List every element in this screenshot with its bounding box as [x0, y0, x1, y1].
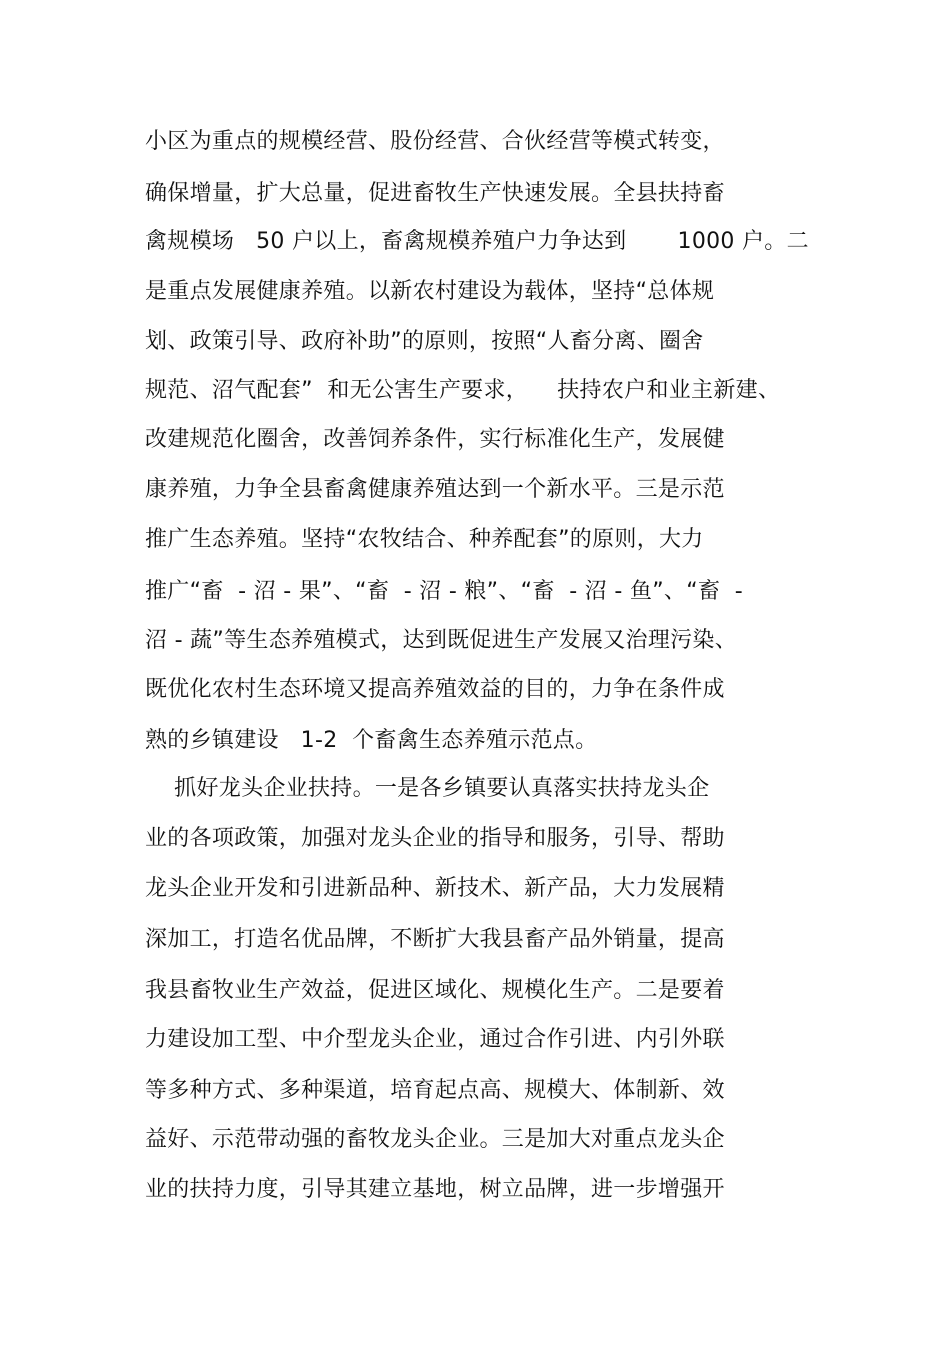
text-line: 业的扶持力度，引导其建立基地，树立品牌，进一步增强开	[145, 1177, 725, 1202]
text-line: 业的各项政策，加强对龙头企业的指导和服务，引导、帮助	[145, 826, 725, 851]
text-line: 既优化农村生态环境又提高养殖效益的目的，力争在条件成	[145, 677, 725, 702]
text-line: 推广“畜 - 沼 - 果”、“畜 - 沼 - 粮”、“畜 - 沼 - 鱼”、“畜 -	[145, 579, 744, 604]
text-line: 是重点发展健康养殖。以新农村建设为载体，坚持“总体规	[145, 279, 715, 304]
text-line: 划、政策引导、政府补助”的原则，按照“人畜分离、圈舍	[145, 329, 704, 354]
text-line: 康养殖，力争全县畜禽健康养殖达到一个新水平。三是示范	[145, 477, 725, 502]
text-line: 沼 - 蔬”等生态养殖模式，达到既促进生产发展又治理污染、	[145, 628, 738, 653]
text-line: 确保增量，扩大总量，促进畜牧生产快速发展。全县扶持畜	[145, 181, 725, 206]
text-line: 龙头企业开发和引进新品种、新技术、新产品，大力发展精	[145, 876, 725, 901]
text-line: 等多种方式、多种渠道，培育起点高、规模大、体制新、效	[145, 1078, 725, 1103]
text-line: 推广生态养殖。坚持“农牧结合、种养配套”的原则，大力	[145, 527, 704, 552]
text-line: 深加工，打造名优品牌，不断扩大我县畜产品外销量，提高	[145, 927, 725, 952]
text-line: 益好、示范带动强的畜牧龙头企业。三是加大对重点龙头企	[145, 1127, 725, 1152]
text-line: 禽规模场 50 户以上，畜禽规模养殖户力争达到 1000 户。二	[145, 229, 809, 254]
text-line: 小区为重点的规模经营、股份经营、合伙经营等模式转变，	[145, 129, 725, 154]
text-line: 改建规范化圈舍，改善饲养条件，实行标准化生产，发展健	[145, 427, 725, 452]
text-line: 力建设加工型、中介型龙头企业，通过合作引进、内引外联	[145, 1027, 725, 1052]
paragraph-start-line: 抓好龙头企业扶持。一是各乡镇要认真落实扶持龙头企	[145, 776, 710, 801]
text-line: 熟的乡镇建设 1-2 个畜禽生态养殖示范点。	[145, 728, 598, 753]
text-line: 规范、沼气配套” 和无公害生产要求， 扶持农户和业主新建、	[145, 378, 781, 403]
text-line: 我县畜牧业生产效益，促进区域化、规模化生产。二是要着	[145, 978, 725, 1003]
